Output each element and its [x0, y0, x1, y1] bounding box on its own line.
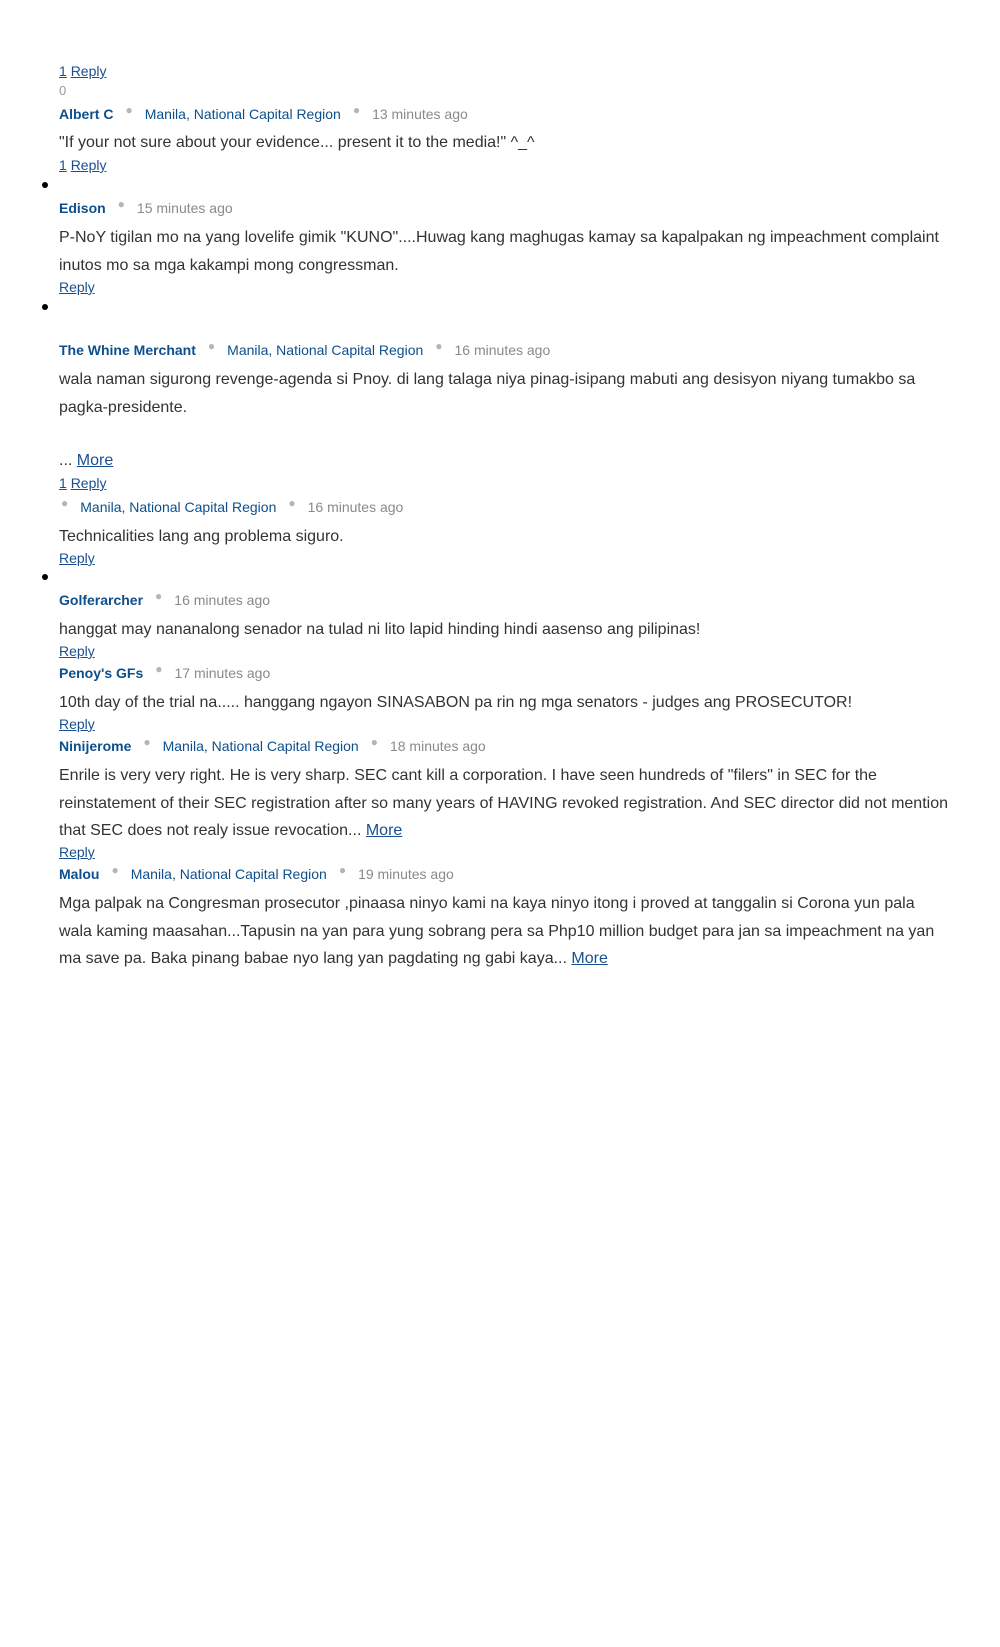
comment-meta	[59, 341, 550, 359]
comment-time: 13 minutes ago	[372, 106, 468, 122]
comment-text	[59, 762, 949, 845]
comment-author[interactable]: The Whine Merchant	[59, 342, 196, 358]
more-link[interactable]: More	[571, 950, 608, 967]
comment-time: 17 minutes ago	[174, 665, 271, 681]
separator-dot-icon: ●	[288, 496, 296, 510]
separator-dot-icon: ●	[117, 197, 125, 211]
comment-text: wala naman sigurong revenge-agenda si Pnoy. di lang talaga niya pinag-isipang mabuti ang desisyon niyang tumakbo sa pagka-presidente.	[59, 371, 916, 416]
reply-line	[59, 843, 95, 861]
comment-text: hanggat may nananalong senador na tulad ni lito lapid hinding hindi aasenso ang pilipinas!	[59, 621, 701, 638]
comment-author[interactable]: Ninijerome	[59, 738, 132, 754]
comment-meta	[59, 199, 233, 217]
comment-meta	[59, 664, 270, 682]
reply-link[interactable]: Reply	[59, 716, 95, 732]
comment-meta	[61, 498, 403, 516]
separator-dot-icon: ●	[155, 589, 163, 603]
comment-location[interactable]: Manila, National Capital Region	[144, 106, 341, 122]
comment-text: 10th day of the trial na..... hanggang ngayon SINASABON pa rin ng mga senators - judges ang PROSECUTOR!	[59, 694, 853, 711]
separator-dot-icon: ●	[61, 496, 69, 510]
comment-author[interactable]: Albert C	[59, 106, 114, 122]
comment-body: Mga palpak na Congresman prosecutor ,pinaasa ninyo kami na kaya ninyo itong i proved at tanggalin si Corona yun pala wala kaming maasahan...Tapusin na yan para yung sobrang pera sa Php10 million budget para jan sa impeachment na yan ma save pa. Baka pinang babae nyo lang yan pagdating ng gabi kaya...	[59, 895, 935, 967]
reply-link[interactable]: Reply	[70, 63, 107, 79]
list-bullet	[42, 182, 48, 188]
reply-line	[59, 474, 106, 492]
reply-count-link[interactable]: 1	[59, 157, 67, 173]
comment-location[interactable]: Manila, National Capital Region	[130, 866, 327, 882]
comment-time: 18 minutes ago	[389, 738, 486, 754]
comment-body: Enrile is very very right. He is very sharp. SEC cant kill a corporation. I have seen hundreds of "filers" in SEC for the reinstatement of their SEC registration after so many years of HAVING revoked registration. And SEC director did not mention that SEC does not realy issue revocation...	[59, 767, 948, 839]
comment-location[interactable]: Manila, National Capital Region	[162, 738, 359, 754]
comment-meta	[59, 865, 454, 883]
reply-line	[59, 549, 95, 567]
separator-dot-icon: ●	[207, 339, 216, 353]
list-bullet	[42, 304, 48, 310]
reply-link[interactable]: Reply	[59, 550, 95, 566]
vote-score: 0	[59, 83, 67, 98]
more-link[interactable]: More	[365, 822, 403, 839]
separator-dot-icon: ●	[435, 339, 443, 353]
comment-author[interactable]: Malou	[59, 866, 100, 882]
more-line	[59, 451, 113, 471]
separator-dot-icon: ●	[370, 735, 378, 749]
comment-author[interactable]: Penoy's GFs	[59, 665, 144, 681]
comment-time: 16 minutes ago	[454, 342, 551, 358]
comment-author[interactable]: Golferarcher	[59, 592, 144, 608]
separator-dot-icon: ●	[352, 103, 361, 117]
comment-time: 19 minutes ago	[358, 866, 454, 882]
comment-text: Technicalities lang ang problema siguro.	[59, 528, 344, 545]
reply-link[interactable]: Reply	[70, 475, 107, 491]
reply-line	[59, 278, 95, 296]
reply-line	[59, 62, 106, 80]
reply-line	[59, 156, 106, 174]
reply-link[interactable]: Reply	[70, 157, 107, 173]
comment-text	[59, 890, 949, 973]
comment-time: 16 minutes ago	[174, 592, 271, 608]
separator-dot-icon: ●	[125, 103, 133, 117]
list-bullet	[42, 574, 48, 580]
reply-count-link[interactable]: 1	[59, 475, 67, 491]
comment-text: "If your not sure about your evidence... present it to the media!" ^_^	[59, 134, 535, 151]
comment-author[interactable]: Edison	[59, 200, 106, 216]
reply-link[interactable]: Reply	[59, 279, 95, 295]
separator-dot-icon: ●	[143, 735, 151, 749]
reply-count-link[interactable]: 1	[59, 63, 67, 79]
separator-dot-icon: ●	[338, 863, 347, 877]
ellipsis: ...	[59, 452, 73, 469]
comment-time: 16 minutes ago	[307, 499, 404, 515]
reply-link[interactable]: Reply	[59, 643, 95, 659]
comment-meta	[59, 105, 468, 123]
reply-line	[59, 642, 95, 660]
separator-dot-icon: ●	[155, 662, 163, 676]
comment-meta	[59, 737, 486, 755]
reply-line	[59, 715, 95, 733]
comment-meta	[59, 591, 270, 609]
more-link[interactable]: More	[76, 452, 114, 469]
separator-dot-icon: ●	[111, 863, 119, 877]
comment-location[interactable]: Manila, National Capital Region	[227, 342, 424, 358]
comment-location[interactable]: Manila, National Capital Region	[80, 499, 277, 515]
comment-text: P-NoY tigilan mo na yang lovelife gimik "KUNO"....Huwag kang maghugas kamay sa kapalpakan ng impeachment complaint inutos mo sa mga kakampi mong congressman.	[59, 229, 939, 274]
comment-time: 15 minutes ago	[136, 200, 233, 216]
reply-link[interactable]: Reply	[59, 844, 95, 860]
